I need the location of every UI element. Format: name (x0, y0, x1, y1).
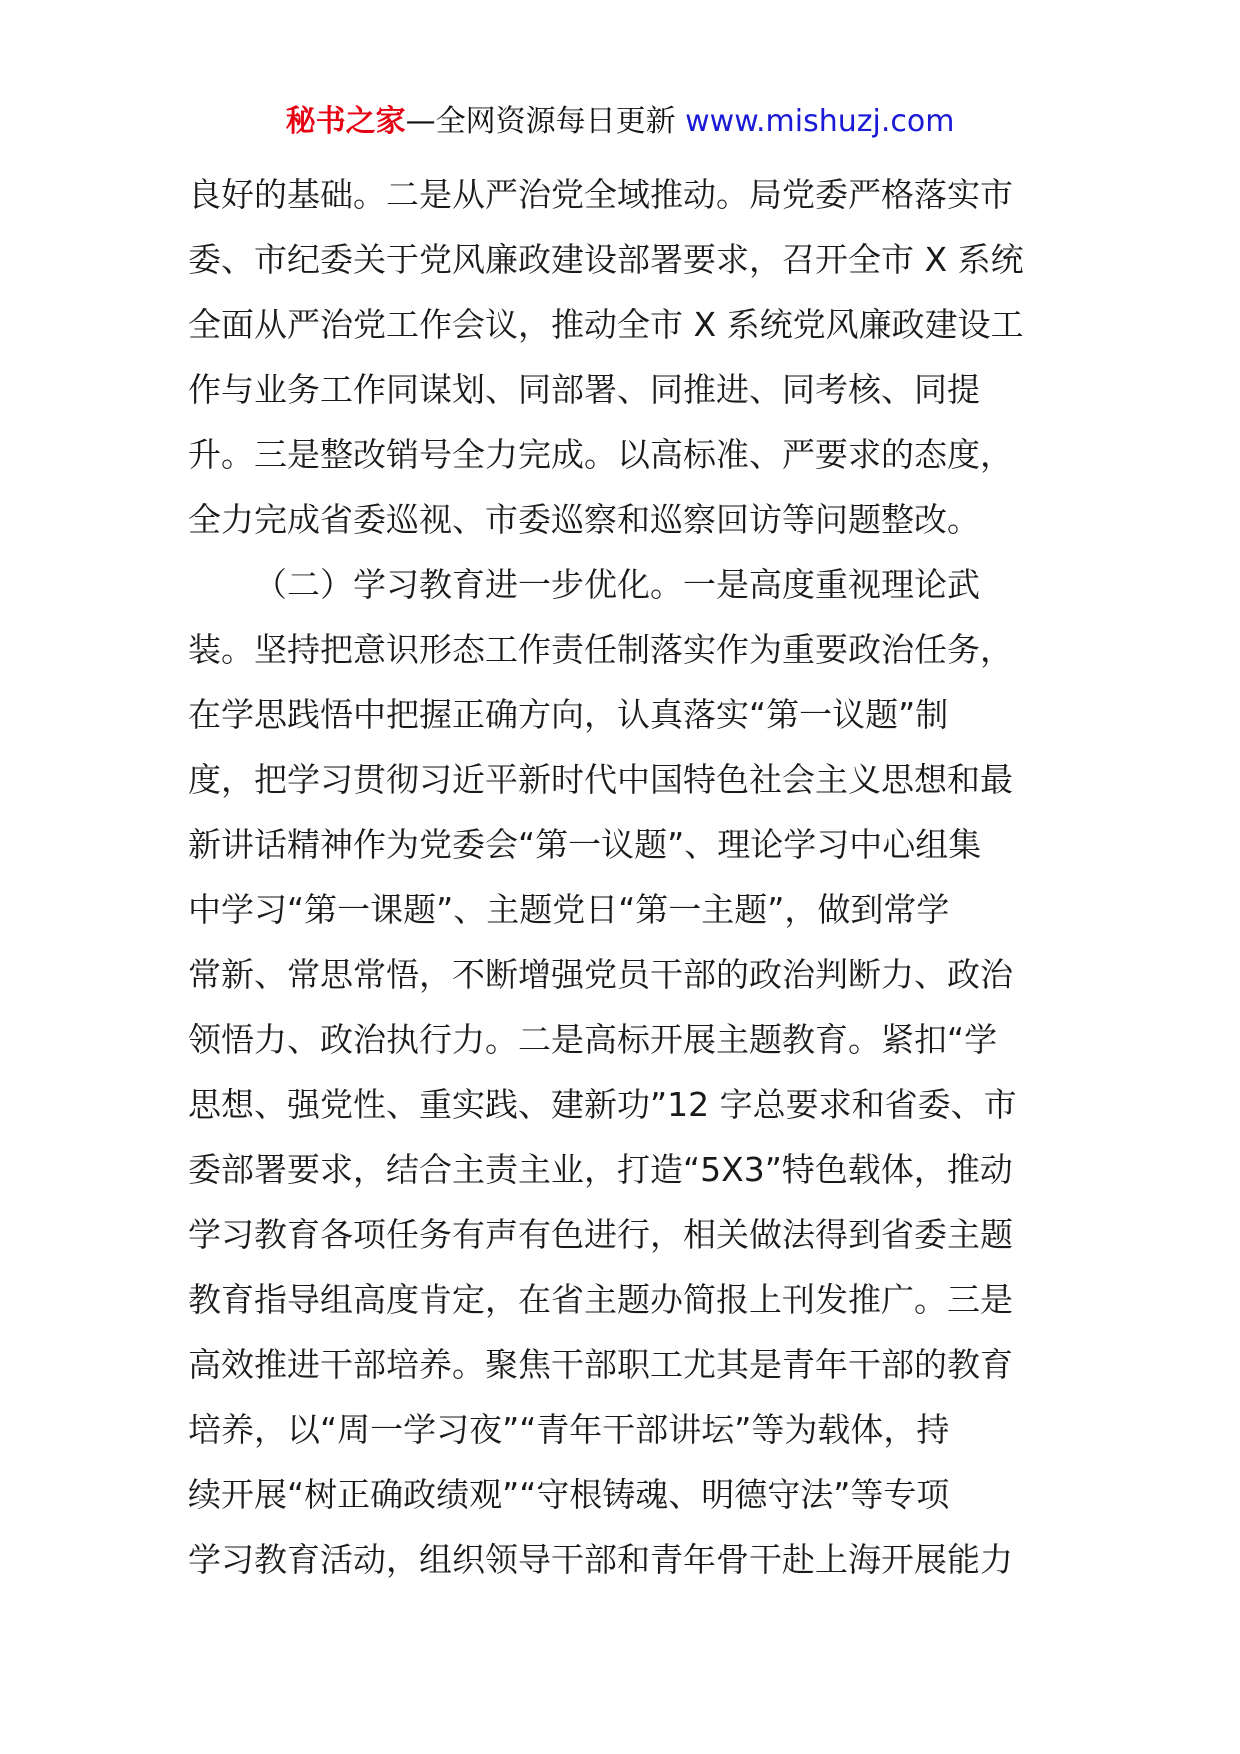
text-line: 高效推进干部培养。聚焦干部职工尤其是青年干部的教育 (188, 1345, 1013, 1384)
text-line: 学习教育活动，组织领导干部和青年骨干赴上海开展能力 (188, 1540, 1013, 1579)
section-heading-line: （二）学习教育进一步优化。一是高度重视理论武 (254, 565, 980, 604)
text-line: 全面从严治党工作会议，推动全市 X 系统党风廉政建设工 (188, 305, 1024, 344)
text-line: 委、市纪委关于党风廉政建设部署要求，召开全市 X 系统 (188, 240, 1024, 279)
page-header (0, 102, 1240, 142)
text-line: 教育指导组高度肯定，在省主题办简报上刊发推广。三是 (188, 1280, 1013, 1319)
text-line: 作与业务工作同谋划、同部署、同推进、同考核、同提 (188, 370, 980, 409)
site-url-link[interactable]: www.mishuzj.com (685, 104, 955, 139)
text-line: 领悟力、政治执行力。二是高标开展主题教育。紧扣“学 (188, 1020, 998, 1059)
text-line: 培养，以“周一学习夜”“青年干部讲坛”等为载体，持 (188, 1410, 950, 1449)
text-line: 全力完成省委巡视、市委巡察和巡察回访等问题整改。 (188, 500, 980, 539)
text-line: 升。三是整改销号全力完成。以高标准、严要求的态度， (188, 435, 1013, 474)
header-tagline: —全网资源每日更新 (405, 104, 686, 139)
document-body (188, 162, 1056, 1592)
text-line: 常新、常思常悟，不断增强党员干部的政治判断力、政治 (188, 955, 1013, 994)
text-line: 学习教育各项任务有声有色进行，相关做法得到省委主题 (188, 1215, 1013, 1254)
text-line: 新讲话精神作为党委会“第一议题”、理论学习中心组集 (188, 825, 982, 864)
text-line: 委部署要求，结合主责主业，打造“5X3”特色载体，推动 (188, 1150, 1013, 1189)
text-line: 中学习“第一课题”、主题党日“第一主题”，做到常学 (188, 890, 950, 929)
text-line: 思想、强党性、重实践、建新功”12 字总要求和省委、市 (188, 1085, 1017, 1124)
text-line: 良好的基础。二是从严治党全域推动。局党委严格落实市 (188, 175, 1013, 214)
text-line: 度，把学习贯彻习近平新时代中国特色社会主义思想和最 (188, 760, 1013, 799)
brand-name: 秘书之家 (285, 104, 406, 139)
text-line: 在学思践悟中把握正确方向，认真落实“第一议题”制 (188, 695, 949, 734)
text-line: 续开展“树正确政绩观”“守根铸魂、明德守法”等专项 (188, 1475, 950, 1514)
text-line: 装。坚持把意识形态工作责任制落实作为重要政治任务， (188, 630, 1013, 669)
